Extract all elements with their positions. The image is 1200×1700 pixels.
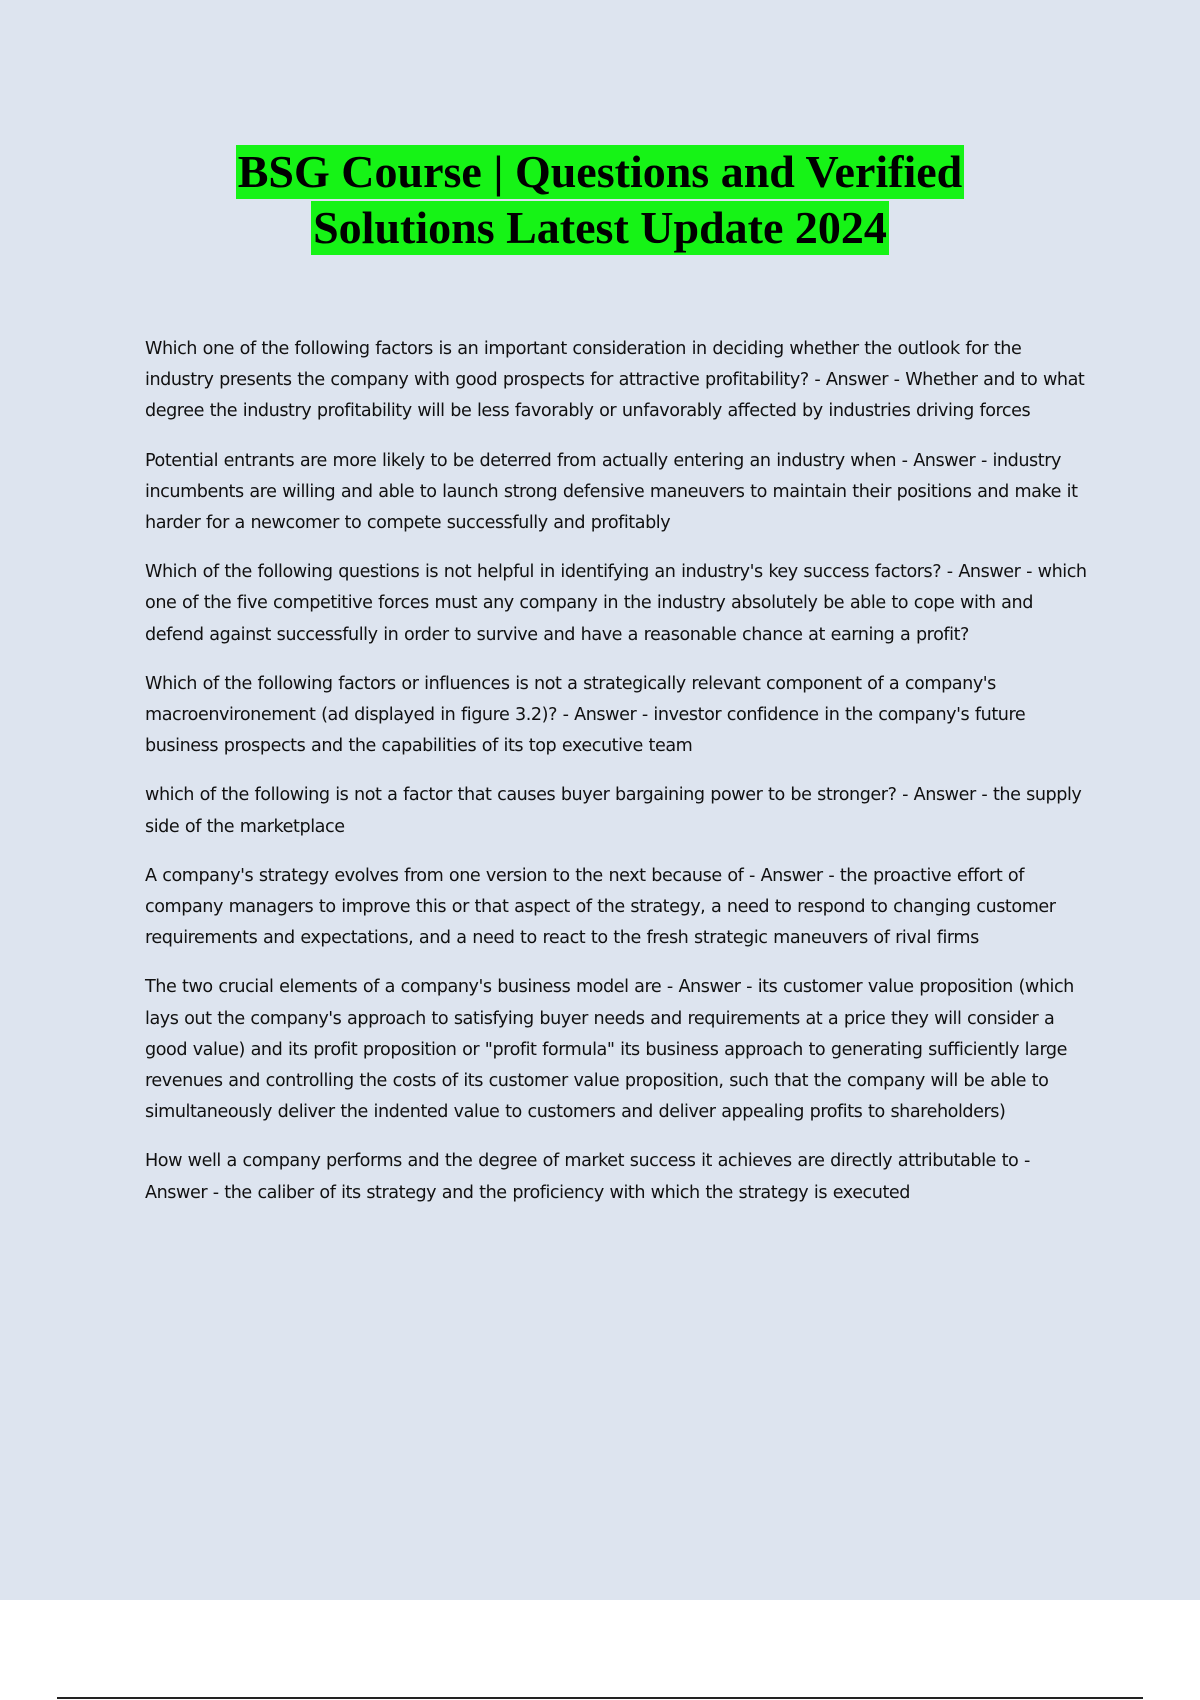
document-title bbox=[0, 145, 1200, 255]
qa-entry: A company's strategy evolves from one version to the next because of - Answer - the proactive effort of company managers to improve this or that aspect of the strategy, a need to respond to changing customer requirements and expectations, and a need to react to the fresh strategic maneuvers of rival firms bbox=[145, 865, 1056, 949]
footer-divider bbox=[57, 1697, 1143, 1699]
page-footer bbox=[0, 1600, 1200, 1700]
qa-entry: Potential entrants are more likely to be deterred from actually entering an industry when - Answer - industry incumbents are willing and able to launch strong defensive maneuvers to maintain their positions and make it harder for a newcomer to compete successfully and profitably bbox=[145, 450, 1078, 534]
qa-list bbox=[145, 334, 1090, 1227]
title-line-1: BSG Course | Questions and Verified bbox=[237, 146, 963, 197]
qa-entry: How well a company performs and the degree of market success it achieves are directly attributable to - Answer - the caliber of its strategy and the proficiency with which the strategy is executed bbox=[145, 1151, 1030, 1203]
qa-entry: Which one of the following factors is an important consideration in deciding whether the outlook for the industry presents the company with good prospects for attractive profitability? - Answer - Whether and to what degree the industry profitability will be less favorably or unfavorably affected by industries driving forces bbox=[145, 339, 1085, 422]
qa-entry: Which of the following questions is not helpful in identifying an industry's key success factors? - Answer - which one of the five competitive forces must any company in the industry absolutely be able to cope with and defend against successfully in order to survive and have a reasonable chance at earning a profit? bbox=[145, 562, 1087, 645]
qa-entry: The two crucial elements of a company's business model are - Answer - its customer value proposition (which lays out the company's approach to satisfying buyer needs and requirements at a price they will consider a good value) and its profit proposition or "profit formula" its business approach to generating sufficiently large revenues and controlling the costs of its customer value proposition, such that the company will be able to simultaneously deliver the indented value to customers and deliver appealing profits to shareholders) bbox=[145, 977, 1074, 1123]
title-line-2: Solutions Latest Update 2024 bbox=[313, 202, 887, 253]
qa-entry: which of the following is not a factor that causes buyer bargaining power to be stronger? - Answer - the supply side of the marketplace bbox=[145, 785, 1082, 837]
qa-entry: Which of the following factors or influences is not a strategically relevant component of a company's macroenvironement (ad displayed in figure 3.2)? - Answer - investor confidence in the company's future business prospects and the capabilities of its top executive team bbox=[145, 673, 1026, 757]
